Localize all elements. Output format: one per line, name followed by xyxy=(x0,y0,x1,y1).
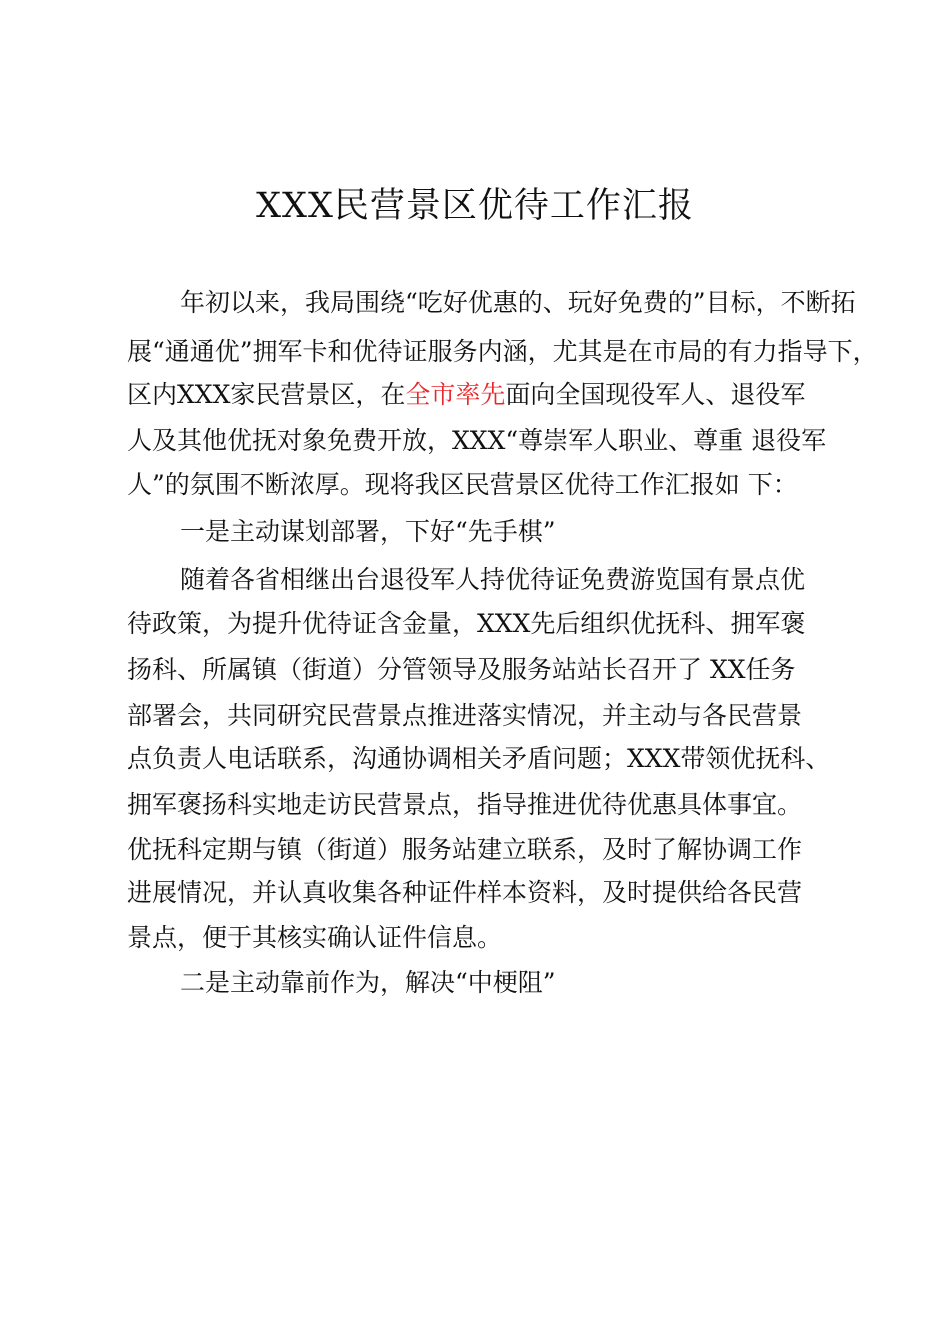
highlighted-text: 全市率先 xyxy=(405,380,506,409)
paragraph-2-line-6: 拥军褒扬科实地走访民营景点，指导推进优待优惠具体事宜。 xyxy=(127,790,803,819)
paragraph-2-line-8: 进展情况，并认真收集各种证件样本资料，及时提供给各民营 xyxy=(127,878,803,907)
paragraph-1-line-5: 人”的氛围不断浓厚。现将我区民营景区优待工作汇报如 下： xyxy=(127,470,798,499)
section-heading-2: 二是主动靠前作为，解决“中梗阻” xyxy=(180,968,556,997)
paragraph-1-line-3-end: 面向全国现役军人、退役军 xyxy=(505,380,806,409)
paragraph-2-line-4: 部署会，共同研究民营景点推进落实情况，并主动与各民营景 xyxy=(127,701,803,730)
paragraph-2-line-2: 待政策，为提升优待证含金量，XXX先后组织优抚科、拥军褒 xyxy=(127,609,806,638)
section-heading-1: 一是主动谋划部署，下好“先手棋” xyxy=(180,517,556,546)
paragraph-2-line-3: 扬科、所属镇（街道）分管领导及服务站站长召开了 XX任务 xyxy=(127,655,796,684)
paragraph-2-line-7: 优抚科定期与镇（街道）服务站建立联系，及时了解协调工作 xyxy=(127,835,803,864)
document-title: XXX民营景区优待工作汇报 xyxy=(256,186,694,226)
paragraph-1-line-3-start: 区内XXX家民营景区，在 xyxy=(127,380,406,409)
paragraph-1-line-1: 年初以来，我局围绕“吃好优惠的、玩好免费的”目标，不断拓 xyxy=(180,288,856,317)
paragraph-1-line-3 xyxy=(127,375,805,415)
paragraph-2-line-5: 点负责人电话联系，沟通协调相关矛盾问题；XXX带领优抚科、 xyxy=(127,744,831,773)
paragraph-2-line-9: 景点，便于其核实确认证件信息。 xyxy=(127,923,503,952)
paragraph-1-line-4: 人及其他优抚对象免费开放，XXX“尊崇军人职业、尊重 退役军 xyxy=(127,426,827,455)
paragraph-2-line-1: 随着各省相继出台退役军人持优待证免费游览国有景点优 xyxy=(180,565,806,594)
paragraph-1-line-2: 展“通通优”拥军卡和优待证服务内涵，尤其是在市局的有力指导下， xyxy=(127,337,878,366)
